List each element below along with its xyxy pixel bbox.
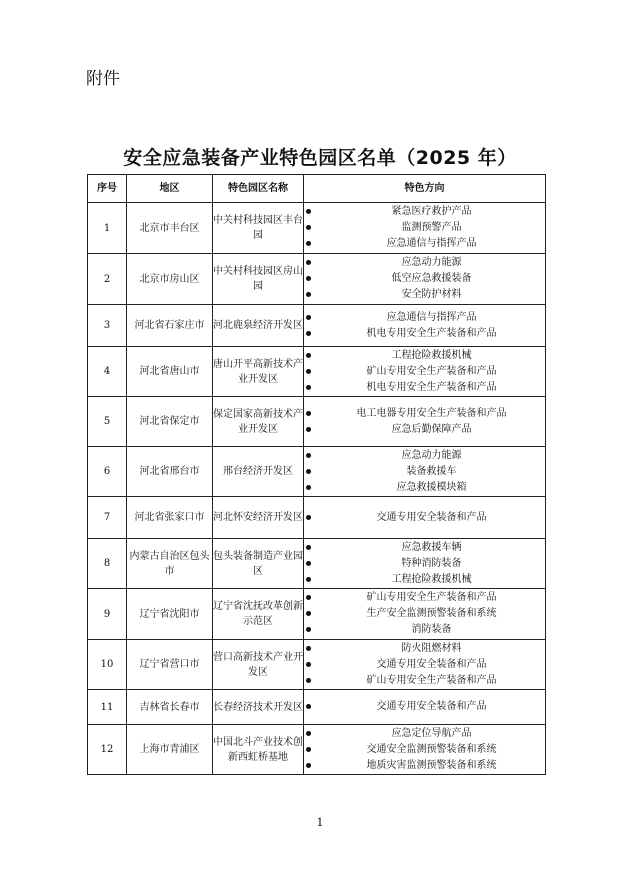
header-no: 序号 [88, 175, 127, 203]
direction-list [304, 699, 545, 715]
row-directions [304, 589, 546, 640]
table-row [88, 539, 546, 589]
row-number: 8 [88, 539, 127, 589]
direction-list [304, 448, 545, 496]
attachment-label: 附件 [86, 69, 120, 89]
row-region: 上海市青浦区 [127, 725, 213, 775]
row-park: 包头装备制造产业园区 [213, 539, 304, 589]
table-row [88, 725, 546, 775]
row-directions [304, 640, 546, 690]
row-region: 吉林省长春市 [127, 690, 213, 725]
page-number: 1 [316, 816, 324, 829]
row-number: 1 [88, 203, 127, 254]
direction-item: 工程抢险救援机械 [304, 348, 545, 364]
direction-list [304, 641, 545, 689]
direction-list [304, 540, 545, 588]
row-region: 河北省石家庄市 [127, 305, 213, 347]
direction-item: 应急救援模块箱 [304, 480, 545, 496]
row-directions [304, 447, 546, 497]
direction-item: 应急动力能源 [304, 448, 545, 464]
table-row [88, 447, 546, 497]
direction-list [304, 510, 545, 526]
direction-item: 应急通信与指挥产品 [304, 236, 545, 252]
row-park: 辽宁省沈抚改革创新示范区 [213, 589, 304, 640]
direction-list [304, 204, 545, 252]
direction-item: 交通专用安全装备和产品 [304, 510, 545, 526]
row-directions [304, 539, 546, 589]
direction-item: 矿山专用安全生产装备和产品 [304, 673, 545, 689]
row-number: 6 [88, 447, 127, 497]
header-region: 地区 [127, 175, 213, 203]
row-region: 河北省张家口市 [127, 497, 213, 539]
row-park: 中国北斗产业技术创新西虹桥基地 [213, 725, 304, 775]
row-region: 辽宁省沈阳市 [127, 589, 213, 640]
direction-list [304, 348, 545, 396]
table-row [88, 589, 546, 640]
row-number: 5 [88, 397, 127, 447]
direction-item: 生产安全监测预警装备和系统 [304, 606, 545, 622]
table-row [88, 690, 546, 725]
table-header-row [88, 175, 546, 203]
header-directions: 特色方向 [304, 175, 546, 203]
row-number: 7 [88, 497, 127, 539]
direction-item: 安全防护材料 [304, 287, 545, 303]
table-row [88, 203, 546, 254]
row-region: 河北省唐山市 [127, 347, 213, 397]
direction-item: 交通专用安全装备和产品 [304, 699, 545, 715]
row-region: 河北省保定市 [127, 397, 213, 447]
row-park: 营口高新技术产业开发区 [213, 640, 304, 690]
row-number: 10 [88, 640, 127, 690]
row-region: 辽宁省营口市 [127, 640, 213, 690]
direction-item: 矿山专用安全生产装备和产品 [304, 364, 545, 380]
table-row [88, 397, 546, 447]
direction-item: 地质灾害监测预警装备和系统 [304, 758, 545, 774]
direction-item: 监测预警产品 [304, 220, 545, 236]
direction-item: 应急定位导航产品 [304, 726, 545, 742]
row-park: 长春经济技术开发区 [213, 690, 304, 725]
direction-list [304, 726, 545, 774]
parks-table [87, 174, 546, 775]
direction-item: 工程抢险救援机械 [304, 572, 545, 588]
direction-list [304, 310, 545, 342]
direction-item: 应急救援车辆 [304, 540, 545, 556]
direction-list [304, 255, 545, 303]
row-region: 北京市房山区 [127, 254, 213, 305]
row-park: 邢台经济开发区 [213, 447, 304, 497]
row-number: 2 [88, 254, 127, 305]
row-park: 唐山开平高新技术产业开发区 [213, 347, 304, 397]
direction-item: 矿山专用安全生产装备和产品 [304, 590, 545, 606]
page-title: 安全应急装备产业特色园区名单（2025 年） [123, 147, 517, 169]
row-directions [304, 305, 546, 347]
table-row [88, 254, 546, 305]
direction-item: 消防装备 [304, 622, 545, 638]
direction-item: 装备救援车 [304, 464, 545, 480]
row-number: 11 [88, 690, 127, 725]
direction-list [304, 590, 545, 638]
row-park: 中关村科技园区丰台园 [213, 203, 304, 254]
direction-item: 应急通信与指挥产品 [304, 310, 545, 326]
table-row [88, 347, 546, 397]
row-region: 内蒙古自治区包头市 [127, 539, 213, 589]
table-row [88, 640, 546, 690]
row-park: 中关村科技园区房山园 [213, 254, 304, 305]
row-park: 河北鹿泉经济开发区 [213, 305, 304, 347]
table-row [88, 497, 546, 539]
row-directions [304, 254, 546, 305]
direction-item: 交通安全监测预警装备和系统 [304, 742, 545, 758]
direction-item: 应急后勤保障产品 [304, 422, 545, 438]
direction-item: 电工电器专用安全生产装备和产品 [304, 406, 545, 422]
row-region: 河北省邢台市 [127, 447, 213, 497]
header-park: 特色园区名称 [213, 175, 304, 203]
row-directions [304, 725, 546, 775]
direction-list [304, 406, 545, 438]
direction-item: 紧急医疗救护产品 [304, 204, 545, 220]
row-park: 河北怀安经济开发区 [213, 497, 304, 539]
row-region: 北京市丰台区 [127, 203, 213, 254]
direction-item: 机电专用安全生产装备和产品 [304, 380, 545, 396]
row-directions [304, 203, 546, 254]
direction-item: 应急动力能源 [304, 255, 545, 271]
row-directions [304, 690, 546, 725]
direction-item: 特种消防装备 [304, 556, 545, 572]
row-number: 12 [88, 725, 127, 775]
direction-item: 防火阻燃材料 [304, 641, 545, 657]
direction-item: 低空应急救援装备 [304, 271, 545, 287]
direction-item: 交通专用安全装备和产品 [304, 657, 545, 673]
row-number: 4 [88, 347, 127, 397]
row-number: 3 [88, 305, 127, 347]
table-row [88, 305, 546, 347]
direction-item: 机电专用安全生产装备和产品 [304, 326, 545, 342]
row-park: 保定国家高新技术产业开发区 [213, 397, 304, 447]
row-directions [304, 397, 546, 447]
row-directions [304, 497, 546, 539]
row-number: 9 [88, 589, 127, 640]
row-directions [304, 347, 546, 397]
